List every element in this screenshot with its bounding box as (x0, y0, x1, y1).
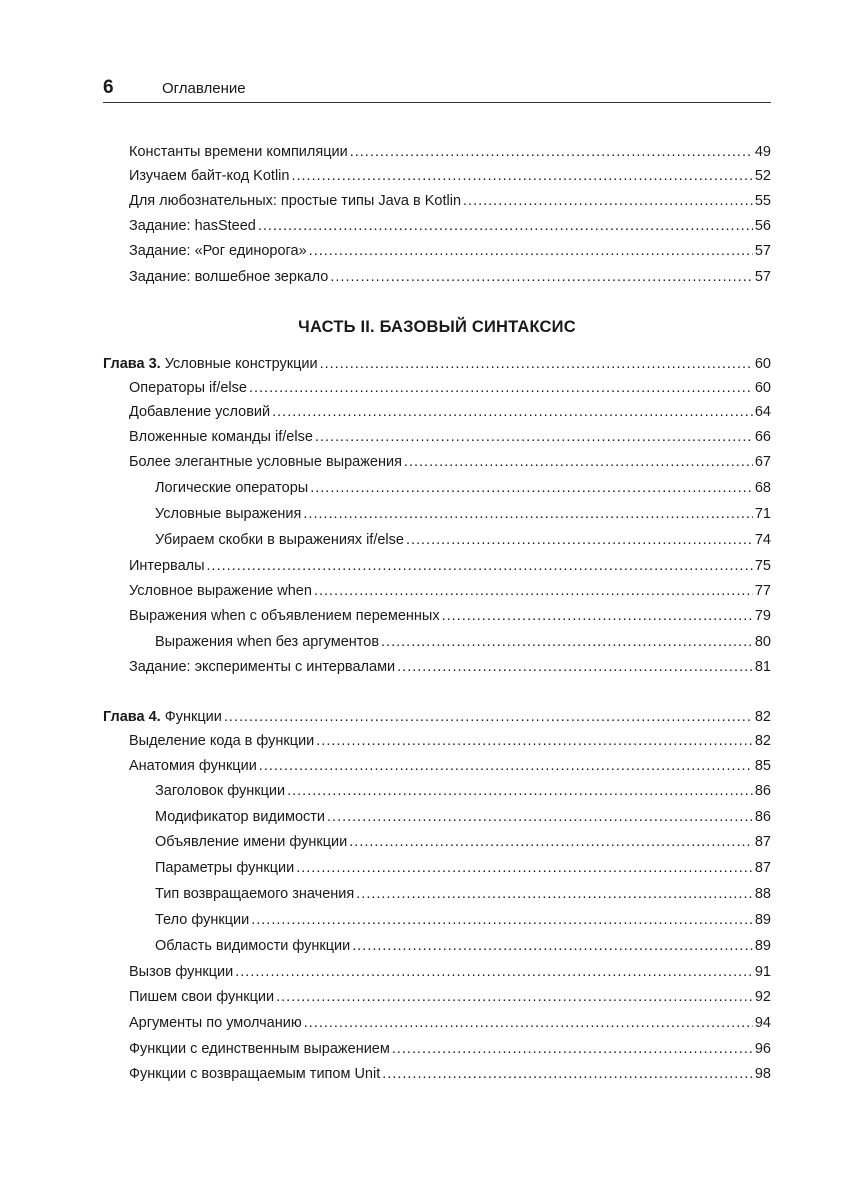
toc-entry[interactable] (129, 580, 771, 602)
toc-entry-title: Пишем свои функции (129, 989, 275, 1005)
page-number: 6 (103, 77, 114, 98)
leader-dots (296, 857, 753, 879)
toc-entry[interactable] (129, 190, 771, 212)
leader-dots (314, 580, 753, 602)
leader-dots (207, 555, 753, 577)
toc-entry-title: Убираем скобки в выражениях if/else (155, 532, 404, 548)
running-title: Оглавление (162, 80, 246, 97)
leader-dots (287, 780, 753, 802)
toc-entry[interactable] (129, 165, 771, 187)
leader-dots (272, 401, 753, 423)
toc-entry-title: Функции с возвращаемым типом Unit (129, 1066, 381, 1082)
leader-dots (310, 477, 753, 499)
toc-entry[interactable] (129, 426, 771, 448)
toc-entry-page: 88 (754, 886, 771, 902)
toc-entry-page: 49 (754, 144, 771, 160)
toc-entry-title: Интервалы (129, 558, 205, 574)
toc-entry-page: 82 (754, 733, 771, 749)
toc-entry[interactable] (129, 1063, 771, 1085)
toc-entry-page: 81 (754, 659, 771, 675)
toc-entry-title: Задание: волшебное зеркало (129, 269, 329, 285)
toc-entry-title: Функции (164, 709, 222, 725)
toc-entry[interactable] (129, 755, 771, 777)
toc-subentry[interactable] (155, 857, 771, 879)
toc-entry-page: 94 (754, 1015, 771, 1031)
toc-entry-title: Задание: эксперименты с интервалами (129, 659, 396, 675)
toc-entry-title: Параметры функции (155, 860, 295, 876)
leader-dots (392, 1038, 753, 1060)
toc-entry[interactable] (129, 555, 771, 577)
toc-entry-page: 66 (754, 429, 771, 445)
toc-entry-page: 86 (754, 783, 771, 799)
toc-entry[interactable] (129, 961, 771, 983)
toc-entry-title: Модификатор видимости (155, 809, 326, 825)
toc-entry-title: Тело функции (155, 912, 250, 928)
toc-entry-title: Объявление имени функции (155, 834, 348, 850)
toc-entry-page: 60 (754, 380, 771, 396)
leader-dots (259, 755, 753, 777)
leader-dots (276, 986, 753, 1008)
toc-entry-title: Выделение кода в функции (129, 733, 315, 749)
toc-entry-title: Логические операторы (155, 480, 309, 496)
toc-chapter-entry[interactable] (103, 353, 771, 375)
toc-entry-title: Выражения when без аргументов (155, 634, 380, 650)
leader-dots (349, 831, 753, 853)
toc-entry-title: Выражения when с объявлением переменных (129, 608, 440, 624)
toc-entry-title: Область видимости функции (155, 938, 351, 954)
toc-subentry[interactable] (155, 935, 771, 957)
toc-entry-page: 98 (754, 1066, 771, 1082)
leader-dots (303, 503, 752, 525)
toc-entry-title: Более элегантные условные выражения (129, 454, 402, 470)
toc-entry-page: 55 (754, 193, 771, 209)
toc-entry-title: Аргументы по умолчанию (129, 1015, 302, 1031)
toc-entry-title: Условные выражения (155, 506, 302, 522)
toc-entry[interactable] (129, 1012, 771, 1034)
toc-entry-page: 89 (754, 938, 771, 954)
leader-dots (356, 883, 753, 905)
toc-entry-title: Задание: «Рог единорога» (129, 243, 307, 259)
leader-dots (327, 806, 753, 828)
leader-dots (249, 377, 753, 399)
toc-subentry[interactable] (155, 631, 771, 653)
toc-subentry[interactable] (155, 806, 771, 828)
toc-subentry[interactable] (155, 529, 771, 551)
toc-entry-page: 57 (754, 243, 771, 259)
toc-entry-page: 52 (754, 168, 771, 184)
toc-entry-page: 56 (754, 218, 771, 234)
toc-entry-title: Заголовок функции (155, 783, 286, 799)
toc-entry[interactable] (129, 240, 771, 262)
toc-entry-page: 82 (754, 709, 771, 725)
toc-entry[interactable] (129, 266, 771, 288)
toc-entry-page: 91 (754, 964, 771, 980)
toc-entry-title: Добавление условий (129, 404, 271, 420)
toc-subentry[interactable] (155, 883, 771, 905)
toc-entry-page: 79 (754, 608, 771, 624)
leader-dots (315, 426, 753, 448)
leader-dots (251, 909, 753, 931)
page-header (103, 76, 771, 103)
toc-subentry[interactable] (155, 477, 771, 499)
toc-entry-title: Тип возвращаемого значения (155, 886, 355, 902)
toc-entry-title: Изучаем байт-код Kotlin (129, 168, 290, 184)
leader-dots (320, 353, 753, 375)
toc-subentry[interactable] (155, 831, 771, 853)
toc-entry-page: 75 (754, 558, 771, 574)
toc-subentry[interactable] (155, 503, 771, 525)
toc-entry-page: 77 (754, 583, 771, 599)
toc-entry[interactable] (129, 377, 771, 399)
toc-entry-page: 87 (754, 860, 771, 876)
leader-dots (309, 240, 753, 262)
toc-entry-title: Условные конструкции (164, 356, 318, 372)
part-title: ЧАСТЬ II. БАЗОВЫЙ СИНТАКСИС (298, 318, 576, 336)
leader-dots (442, 605, 753, 627)
toc-entry[interactable] (129, 656, 771, 678)
leader-dots (352, 935, 753, 957)
toc-entry[interactable] (129, 215, 771, 237)
leader-dots (463, 190, 753, 212)
toc-entry-title: Анатомия функции (129, 758, 257, 774)
toc-entry-page: 89 (754, 912, 771, 928)
leader-dots (404, 451, 753, 473)
toc-entry-page: 67 (754, 454, 771, 470)
toc-entry-page: 92 (754, 989, 771, 1005)
leader-dots (381, 631, 753, 653)
leader-dots (304, 1012, 753, 1034)
toc-entry-page: 87 (754, 834, 771, 850)
toc-entry-page: 96 (754, 1041, 771, 1057)
toc-entry-page: 64 (754, 404, 771, 420)
leader-dots (235, 961, 753, 983)
toc-entry-page: 80 (754, 634, 771, 650)
toc-entry-page: 86 (754, 809, 771, 825)
toc-entry[interactable] (129, 401, 771, 423)
leader-dots (382, 1063, 753, 1085)
toc-entry-page: 68 (754, 480, 771, 496)
leader-dots (330, 266, 753, 288)
toc-entry-title: Для любознательных: простые типы Java в Kotlin (129, 193, 462, 209)
toc-subentry[interactable] (155, 780, 771, 802)
toc-entry-page: 85 (754, 758, 771, 774)
leader-dots (406, 529, 753, 551)
toc-entry-title: Константы времени компиляции (129, 144, 348, 160)
toc-entry[interactable] (129, 1038, 771, 1060)
toc-subentry[interactable] (155, 909, 771, 931)
toc-entry-page: 71 (754, 506, 771, 522)
toc-entry-page: 74 (754, 532, 771, 548)
toc-entry-title: Функции с единственным выражением (129, 1041, 390, 1057)
toc-entry-title: Задание: hasSteed (129, 218, 256, 234)
toc-entry[interactable] (129, 451, 771, 473)
toc-entry[interactable] (129, 986, 771, 1008)
toc-entry-title: Вызов функции (129, 964, 234, 980)
toc-entry[interactable] (129, 605, 771, 627)
toc-entry-page: 57 (754, 269, 771, 285)
toc-entry-title: Вложенные команды if/else (129, 429, 313, 445)
toc-chapter-entry[interactable] (103, 706, 771, 728)
toc-entry[interactable] (129, 730, 771, 752)
chapter-prefix: Глава 4. (103, 709, 161, 725)
leader-dots (291, 165, 752, 187)
leader-dots (258, 215, 753, 237)
leader-dots (316, 730, 753, 752)
leader-dots (350, 141, 753, 163)
toc-entry-page: 60 (754, 356, 771, 372)
leader-dots (397, 656, 753, 678)
chapter-prefix: Глава 3. (103, 356, 161, 372)
toc-entry-title: Операторы if/else (129, 380, 247, 396)
toc-entry-title: Условное выражение when (129, 583, 312, 599)
toc-entry[interactable] (129, 141, 771, 163)
leader-dots (224, 706, 753, 728)
